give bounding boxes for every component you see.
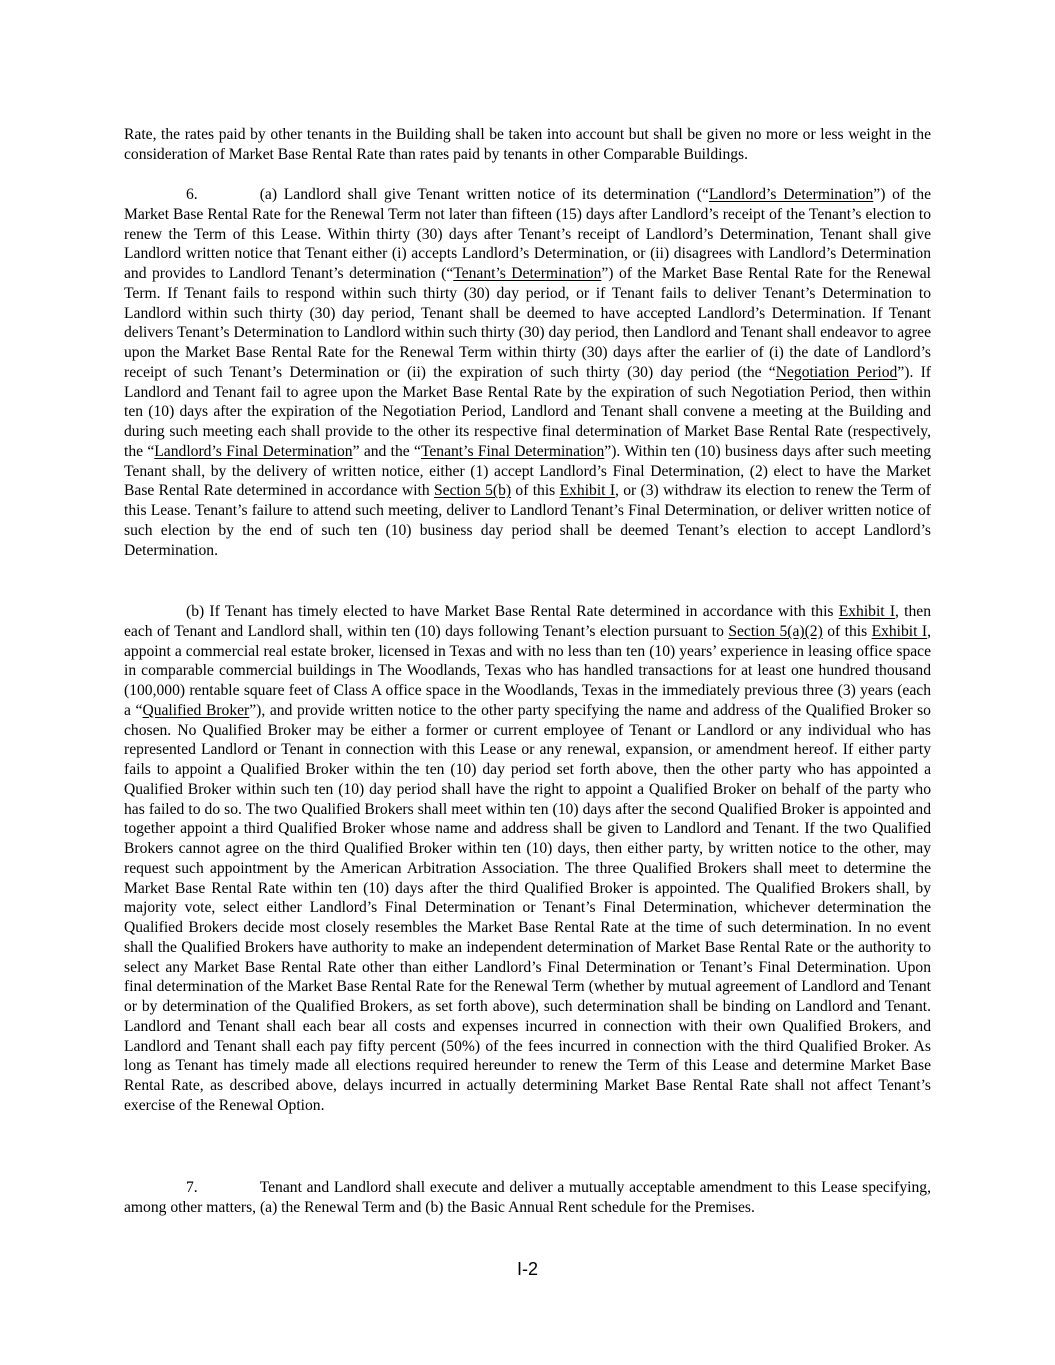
defined-term-tenants-final-determination: Tenant’s Final Determination bbox=[420, 442, 605, 460]
defined-term-landlords-final-determination: Landlord’s Final Determination bbox=[154, 442, 353, 460]
paragraph-segment: (a) Landlord shall give Tenant written notice of its determination (“ bbox=[259, 186, 709, 203]
paragraph-segment: , then each of Tenant and Landlord shall, within ten (10) days following Tenant’s election pursuant to bbox=[124, 603, 931, 640]
section-number: 6. bbox=[186, 186, 198, 203]
page-number: I-2 bbox=[516, 1259, 538, 1279]
paragraph-segment: ”). If Landlord and Tenant fail to agree upon the Market Base Rental Rate by the expiration of such Negotiation Period, then within ten (10) days after the expiration of the Negotiation Period, Landlord and Tenant shall convene a meeting at the Building and during such meeting each shall provide to the other its respective final determination of Market Base Rental Rate (respectively, the “ bbox=[124, 363, 932, 460]
paragraph-segment: ”) of the Market Base Rental Rate for the Renewal Term not later than fifteen (15) days after Landlord’s receipt of the Tenant’s election to renew the Term of this Lease. Within thirty (30) days after Tenant’s receipt of Landlord’s Determination, Tenant shall give Landlord written notice that Tenant either (i) accepts Landlord’s Determination, or (ii) disagrees with Landlord’s Determination and provides to Landlord Tenant’s determination (“ bbox=[124, 186, 931, 282]
cross-reference-section-5a2: Section 5(a)(2) bbox=[728, 622, 823, 640]
defined-term-tenants-determination: Tenant’s Determination bbox=[453, 265, 602, 282]
cross-reference-exhibit-i: Exhibit I bbox=[838, 603, 896, 620]
defined-term-negotiation-period: Negotiation Period bbox=[775, 363, 898, 381]
paragraph-7 bbox=[124, 1178, 931, 1218]
cross-reference-exhibit-i: Exhibit I bbox=[559, 482, 616, 500]
paragraph-segment: ”), and provide written notice to the other party specifying the name and address of the Qualified Broker so chosen. No Qualified Broker may be either a former or current employee of Tenant or Landlord or any individual who has represented Landlord or Tenant in connection with this Lease or any renewal, expansion, or amendment hereof. If either party fails to appoint a Qualified Broker within the ten (10) day period set forth above, then the other party who has appointed a Qualified Broker within such ten (10) day period shall have the right to appoint a Qualified Broker on behalf of the party who has failed to do so. The two Qualified Brokers shall meet within ten (10) days after the second Qualified Broker is appointed and together appoint a third Qualified Broker whose name and address shall be given to Landlord and Tenant. If the two Qualified Brokers cannot agree on the third Qualified Broker within ten (10) days, then either party, by written notice to the other, may request such appointment by the American Arbitration Association. The three Qualified Brokers shall meet to determine the Market Base Rental Rate within ten (10) days after the third Qualified Broker is appointed. The Qualified Brokers shall, by majority vote, select either Landlord’s Final Determination or Tenant’s Final Determination, whichever determination the Qualified Brokers decide most closely resembles the Market Base Rental Rate at the time of such determination. In no event shall the Qualified Brokers have authority to make an independent determination of Market Base Rental Rate or the authority to select any Market Base Rental Rate other than either Landlord’s Final Determination or Tenant’s Final Determination. Upon final determination of the Market Base Rental Rate for the Renewal Term (whether by mutual agreement of Landlord and Tenant or by determination of the Qualified Brokers, as set forth above), such determination shall be binding on Landlord and Tenant. Landlord and Tenant shall each bear all costs and expenses incurred in connection with their own Qualified Brokers, and Landlord and Tenant shall each pay fifty percent (50%) of the fees incurred in connection with the third Qualified Broker. As long as Tenant has timely made all elections required hereunder to renew the Term of this Lease and determine Market Base Rental Rate, as described above, delays incurred in actually determining Market Base Rental Rate shall not affect Tenant’s exercise of the Renewal Option. bbox=[124, 701, 931, 1114]
cross-reference-section-5b: Section 5(b) bbox=[433, 482, 512, 500]
defined-term-landlords-determination: Landlord’s Determination bbox=[708, 186, 874, 203]
paragraph-segment: Tenant and Landlord shall execute and deliver a mutually acceptable amendment to this Lease specifying, among other matters, (a) the Renewal Term and (b) the Basic Annual Rent schedule for the Premises. bbox=[124, 1179, 931, 1216]
paragraph-segment: , appoint a commercial real estate broker, licensed in Texas and with no less than ten (10) years’ experience in leasing office space in comparable commercial buildings in The Woodlands, Texas who has handled transactions for at least one hundred thousand (100,000) rentable square feet of Class A office space in the Woodlands, Texas in the immediately previous three (3) years (each a “ bbox=[124, 622, 931, 719]
paragraph-segment: of this bbox=[511, 482, 560, 500]
paragraph-segment: (b) If Tenant has timely elected to have Market Base Rental Rate determined in accordance with this bbox=[186, 603, 839, 620]
paragraph-segment: ”) of the Market Base Rental Rate for the Renewal Term. If Tenant fails to respond within such thirty (30) day period, or if Tenant fails to deliver Tenant’s Determination to Landlord within such thirty (30) day period, Tenant shall be deemed to have accepted Landlord’s Determination. If Tenant delivers Tenant’s Determination to Landlord within such thirty (30) day period, then Landlord and Tenant shall endeavor to agree upon the Market Base Rental Rate for the Renewal Term within thirty (30) days after the earlier of (i) the date of Landlord’s receipt of such Tenant’s Determination or (ii) the expiration of such thirty (30) day period (the “ bbox=[124, 265, 931, 381]
paragraph-segment: , or (3) withdraw its election to renew the Term of this Lease. Tenant’s failure to attend such meeting, deliver to Landlord Tenant’s Final Determination, or deliver written notice of such election by the end of such ten (10) business day period shall be deemed Tenant’s election to accept Landlord’s Determination. bbox=[124, 482, 931, 559]
paragraph-segment: ”). Within ten (10) business days after such meeting Tenant shall, by the delivery of written notice, either (1) accept Landlord’s Final Determination, (2) elect to have the Market Base Rental Rate determined in accordance with bbox=[124, 442, 931, 500]
indent bbox=[124, 186, 186, 203]
cross-reference-exhibit-i: Exhibit I bbox=[871, 622, 928, 640]
paragraph-segment: of this bbox=[822, 622, 872, 640]
paragraph-6b bbox=[124, 602, 931, 1116]
paragraph-text: Rate, the rates paid by other tenants in the Building shall be taken into account but shall be given no more or less weight in the consideration of Market Base Rental Rate than rates paid by tenants in other Comparable Buildings. bbox=[124, 126, 931, 163]
paragraph-continuation bbox=[124, 125, 931, 165]
section-number: 7. bbox=[186, 1179, 198, 1196]
indent bbox=[124, 603, 186, 620]
paragraph-6 bbox=[124, 185, 931, 560]
paragraph-segment: ” and the “ bbox=[352, 442, 421, 460]
defined-term-qualified-broker: Qualified Broker bbox=[142, 701, 250, 719]
indent bbox=[124, 1179, 186, 1196]
